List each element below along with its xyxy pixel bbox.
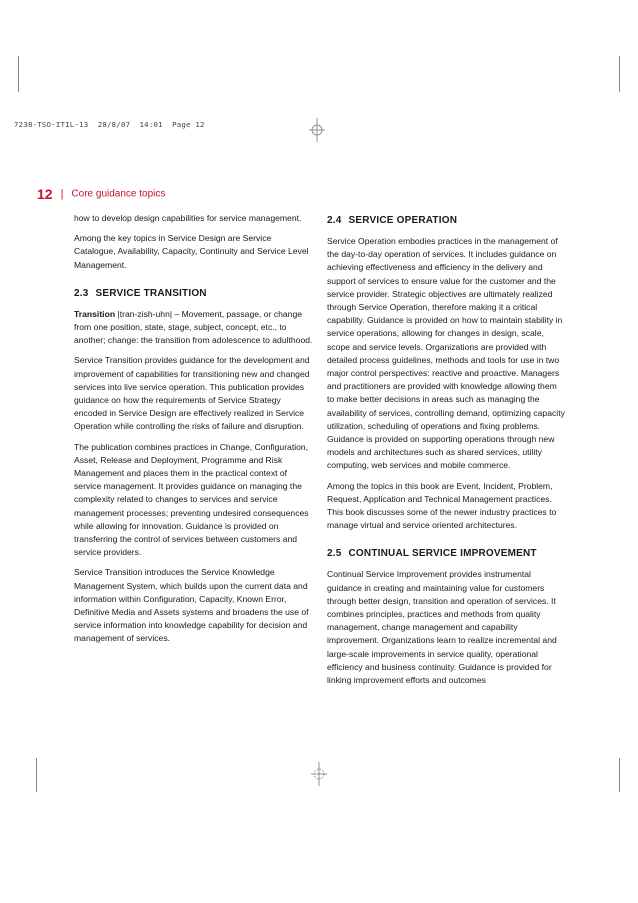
heading-service-transition (74, 287, 314, 300)
left-column (74, 212, 314, 653)
print-slug: 7238-TSO-ITIL-13 28/8/07 14:01 Page 12 (14, 120, 205, 129)
crop-mark-bottom-right (619, 758, 620, 792)
transition-paragraph-3: Service Transition introduces the Service Knowledge Management System, which builds upon the current data and information within Configuration, Capacity, Known Error, Definitive Media and Assets systems and broadens the use of service information into knowledge capability for decision and management of services. (74, 567, 309, 644)
heading-text: CONTINUAL SERVICE IMPROVEMENT (348, 548, 537, 560)
heading-continual-service-improvement (327, 547, 566, 560)
registration-mark-bottom-icon (310, 762, 328, 786)
definition-text: |tran-zish-uhn| – Movement, passage, or change from one position, state, stage, subject, concept, etc., to another; change: the transition from adolescence to adulthood. (74, 308, 313, 346)
heading-number: 2.5 (327, 548, 342, 560)
right-column (327, 212, 566, 694)
section-title: Core guidance topics (71, 188, 166, 200)
intro-paragraph-1: how to develop design capabilities for service management. (74, 213, 302, 223)
heading-number: 2.3 (74, 287, 89, 299)
crop-mark-top-right (619, 56, 620, 92)
transition-paragraph-2: The publication combines practices in Change, Configuration, Asset, Release and Deployment, Programme and Risk Management and places them in the practical context of service management. It provides guidance on managing the complexity related to changes to services and service management processes; preventing undesired consequences while allowing for innovation. Guidance is provided on transferring the control of services between customers and service providers. (74, 441, 309, 558)
operation-paragraph-1: Service Operation embodies practices in the management of the day-to-day operation of services. It includes guidance on achieving effectiveness and efficiency in the delivery and support of services to ensure value for the customer and the service provider. Strategic objectives are ultimately realized through Service Operation, therefore making it a critical capability. Guidance is provided on how to maintain stability in service operations, allowing for changes in design, scale, scope and service levels. Organizations are provided with detailed process guidelines, methods and tools for use in two major control perspectives: reactive and proactive. Managers and practitioners are provided with knowledge allowing them to make better decisions in areas such as managing the availability of services, controlling demand, optimizing capacity utilization, scheduling of operations and fixing problems. Guidance is provided on supporting operations through new models and architectures such as shared services, utility computing, web services and mobile commerce. (327, 236, 565, 471)
crop-mark-bottom-left (36, 758, 37, 792)
intro-paragraph-2: Among the key topics in Service Design are Service Catalogue, Availability, Capacity, Continuity and Service Level Management. (74, 233, 309, 270)
transition-paragraph-1: Service Transition provides guidance for the development and improvement of capabilities for transitioning new and changed services into live service operation. This publication provides guidance on how the requirements of Service Strategy encoded in Service Design are effectively realized in Service Operation while controlling the risks of failure and disruption. (74, 355, 310, 432)
heading-number: 2.4 (327, 215, 342, 226)
running-header (37, 185, 165, 205)
registration-mark-top-icon (308, 118, 326, 142)
page-number: 12 (37, 185, 53, 202)
crop-mark-top-left (18, 56, 19, 92)
definition-paragraph (74, 308, 314, 348)
heading-text: SERVICE TRANSITION (95, 287, 207, 299)
heading-service-operation (327, 214, 566, 227)
definition-term: Transition (74, 308, 116, 319)
heading-text: SERVICE OPERATION (348, 215, 458, 226)
header-separator: | (60, 187, 64, 200)
improvement-paragraph-1: Continual Service Improvement provides instrumental guidance in creating and maintaining value for customers through better design, transition and operation of services. It combines principles, practices and methods from quality management, change management and capability improvement. Organizations learn to realize incremental and large-scale improvements in service quality, operational efficiency and business continuity. Guidance is provided for linking improvement efforts and outcomes (327, 569, 557, 686)
operation-paragraph-2: Among the topics in this book are Event, Incident, Problem, Request, Application and Technical Management practices. This book discusses some of the newer industry practices to manage virtual and service oriented architectures. (327, 480, 557, 531)
